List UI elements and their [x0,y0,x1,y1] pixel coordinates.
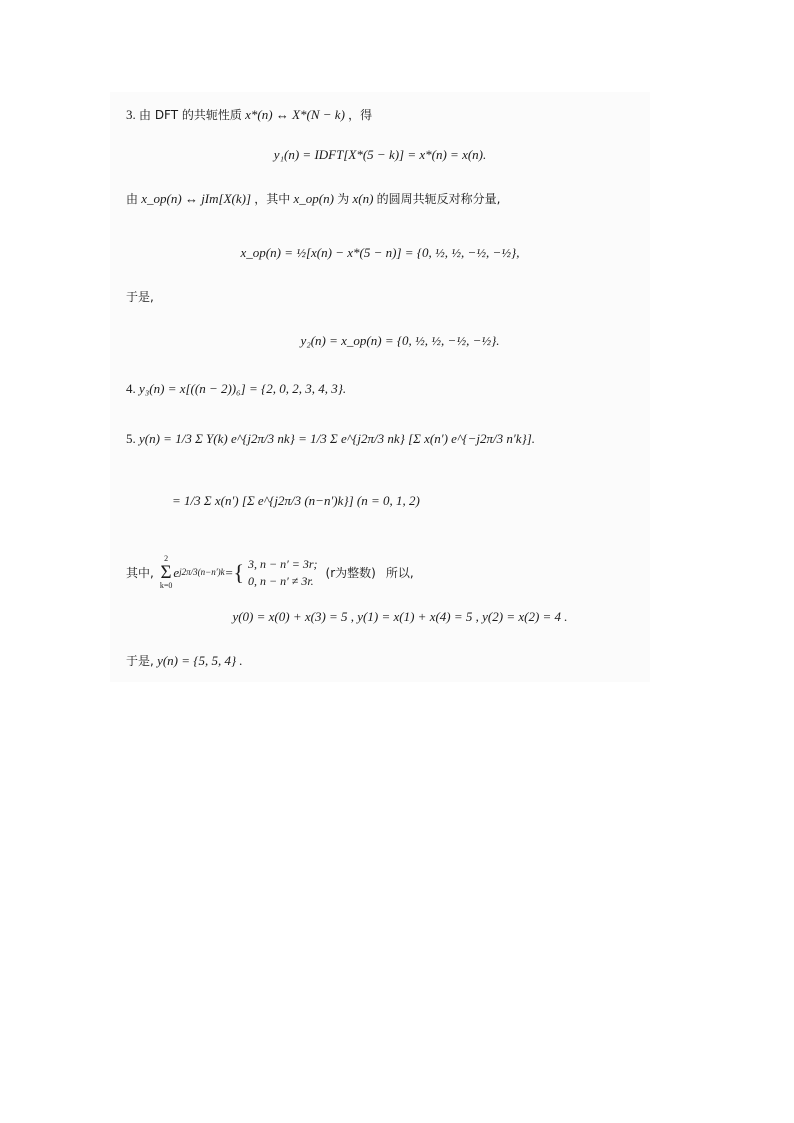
item5-line2 [172,494,420,507]
xop-symbol: x_op(n) [293,191,334,206]
item5-number: 5. [126,431,136,446]
item5-line3 [126,555,414,590]
item3-line2 [126,192,501,205]
xn-symbol: x(n) [352,191,374,206]
item4-number: 4. [126,381,136,396]
item4-line [126,382,346,395]
item3-text-g: 于是, [126,290,154,304]
item5-text-a: 其中, [126,565,154,580]
cases-brace: { [233,559,245,585]
item3-text-c: 由 [126,192,139,206]
eq-y-idft: y(n) = 1/3 Σ Y(k) e^{j2π/3 nk} = 1/3 Σ e^{j2π/3 nk} [Σ x(n′) e^{−j2π/3 n′k}]. [139,431,536,446]
cases [248,556,318,588]
item5-eq3 [110,610,690,623]
case-1: 3, n − n′ = 3r; [248,557,318,572]
eq-y2: y₂(n) = x_op(n) = {0, ½, ½, −½, −½}. [300,333,500,348]
case-2: 0, n − n′ ≠ 3r. [248,573,314,588]
eq-y1: y₁(n) = IDFT[X*(5 − k)] = x*(n) = x(n). [273,147,487,162]
item5-text-b: 所以, [385,565,414,580]
item3-therefore [126,290,154,303]
eq-y3: y₃(n) = x[((n − 2))₆] = {2, 0, 2, 3, 4, 3}. [139,381,347,396]
conj-property-rhs: X*(N − k) [292,107,345,122]
item5-text-c: 于是, [126,654,154,668]
eq-values: y(0) = x(0) + x(3) = 5 , y(1) = x(1) + x(4) = 5 , y(2) = x(2) = 4 . [232,609,568,624]
item3-line1 [126,108,372,121]
item3-text-a: 由 DFT 的共轭性质 [139,108,242,122]
item3-eq2 [110,246,650,259]
item3-eq3 [150,334,650,347]
eq-xop: x_op(n) = ½[x(n) − x*(5 − n)] = {0, ½, ½, −½, −½}, [240,245,520,260]
eq-y-rearranged: = 1/3 Σ x(n′) [Σ e^{j2π/3 (n−n′)k}] (n = 0, 1, 2) [172,493,420,508]
xop-pair: x_op(n) ↔ jIm[X(k)] [141,191,252,206]
item3-text-b: ，得 [348,108,373,122]
item5-final [126,654,243,667]
conj-property-lhs: x*(n) [245,107,273,122]
item3-number: 3. [126,107,136,122]
integer-note: (r为整数) [325,565,376,580]
item3-text-e: 为 [337,192,350,206]
item5-line1 [126,432,535,445]
item3-text-f: 的圆周共轭反对称分量, [376,192,501,206]
exp-term: e j2π/3(n−n′)k = [173,565,234,580]
item3-eq1 [110,148,650,161]
dft-pair-arrow: ↔ [275,107,289,122]
eq-final: y(n) = {5, 5, 4} . [157,653,243,668]
sum-symbol: 2 Σ k=0 [159,554,173,590]
item3-text-d: ，其中 [254,192,291,206]
